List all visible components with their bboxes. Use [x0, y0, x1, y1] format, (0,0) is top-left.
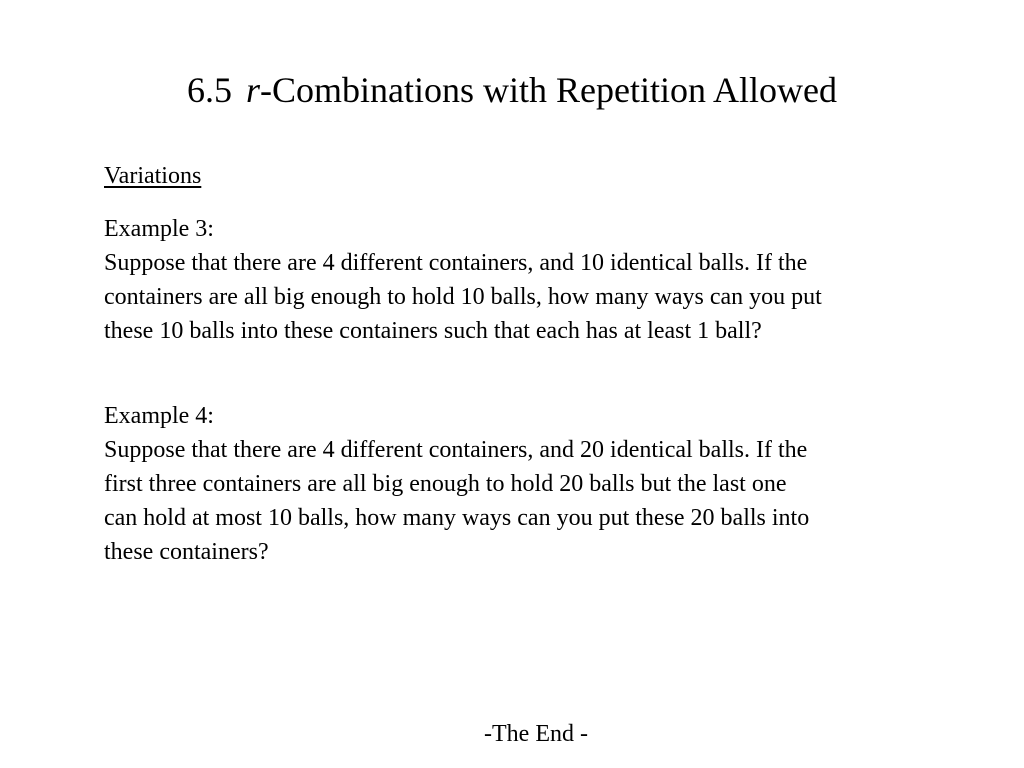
title-text: -Combinations with Repetition Allowed [260, 70, 837, 110]
example-3-text: Suppose that there are 4 different containers, and 10 identical balls. If the containers are all big enough to hold 10 balls, how many ways can you put these 10 balls into these containers such that each has at least 1 ball? [104, 250, 822, 344]
section-number: 6.5 [187, 70, 232, 110]
example-3 [104, 212, 974, 348]
section-heading: Variations [104, 163, 202, 189]
slide-title [0, 68, 1024, 112]
example-4-text: Suppose that there are 4 different containers, and 20 identical balls. If the first three containers are all big enough to hold 20 balls but the last one can hold at most 10 balls, how many ways can you put these 20 balls into these containers? [104, 437, 810, 565]
example-4-label: Example 4: [104, 403, 214, 429]
title-variable: r [246, 70, 261, 110]
example-4 [104, 399, 974, 569]
slide-footer: -The End - [484, 721, 588, 747]
example-3-label: Example 3: [104, 216, 214, 242]
